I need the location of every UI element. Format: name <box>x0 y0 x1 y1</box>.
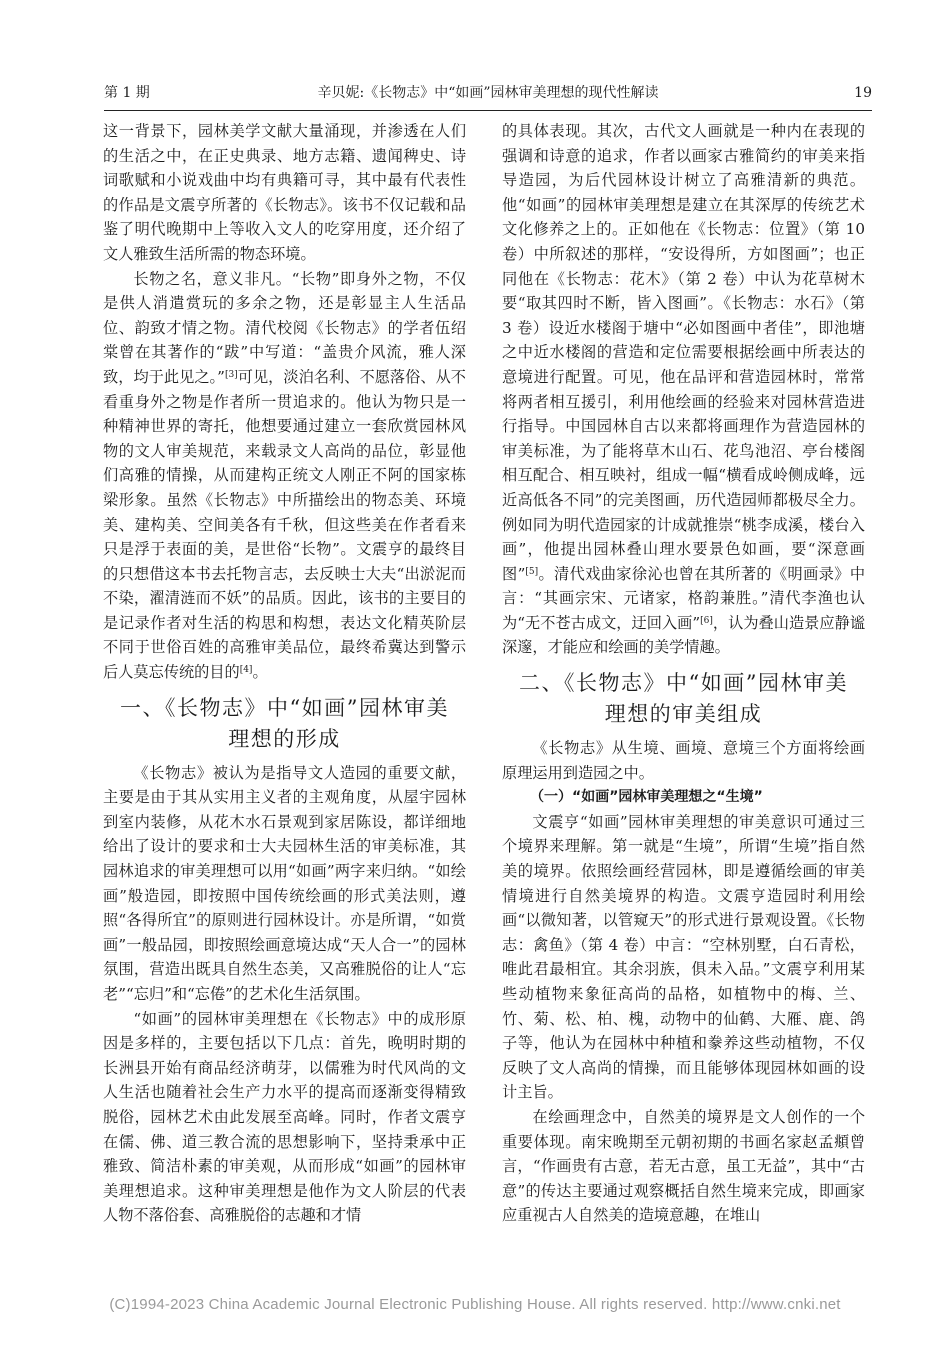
page-header <box>104 80 872 106</box>
issue-number: 第 1 期 <box>104 85 150 101</box>
section-heading-1 <box>103 693 466 755</box>
paragraph <box>502 119 865 660</box>
paragraph: 在绘画理念中，自然美的境界是文人创作的一个重要体现。南宋晚期至元朝初期的书画名家赵孟頫曾言，“作画贵有古意，若无古意，虽工无益”，其中“古意”的传达主要通过观察概括自然生境来完成，即画家应重视古人自然美的造境意趣，在堆山 <box>502 1107 865 1225</box>
section-heading-2 <box>502 668 865 730</box>
paragraph-text: 。清代戏曲家徐沁也曾在其所著的《明画录》中言：“其画宗宋、元诸家，格韵兼胜。”清代李渔也认为“无不苍古成文，迂回入画” <box>502 564 866 632</box>
citation-ref: [3] <box>224 369 238 380</box>
paragraph-text: 。 <box>252 663 268 682</box>
paragraph: 文震亨“如画”园林审美理想的审美意识可通过三个境界来理解。第一就是“生境”，所谓“生境”指自然美的境界。依照绘画经营园林，即是遵循绘画的审美情境进行自然美境界的构造。文震亨造园时利用绘画“以微知著，以管窥天”的形式进行景观设置。《长物志：禽鱼》（第 4 卷）中言：“空林别墅，白石青松，唯此君最相宜。其余羽族，俱未入品。”文震亨利用某些动植物来象征高尚的品格，如植物中的梅、兰、竹、菊、松、柏、槐，动物中的仙鹤、大雁、鹿、鸽子等，他认为在园林中种植和豢养这些动植物，不仅反映了文人高尚的情操，而且能够体现园林如画的设计主旨。 <box>502 812 865 1102</box>
paragraph-text: 可见，淡泊名利、不愿落俗、从不看重身外之物是作者所一贯追求的。他认为物只是一种精神世界的寄托，他想要通过建立一套欣赏园林风物的文人审美规范，来载录文人高尚的品位，彰显他们高雅的情操，从而建构正统文人刚正不阿的国家栋梁形象。虽然《长物志》中所描绘出的物态美、环境美、建构美、空间美各有千秋，但这些美在作者看来只是浮于表面的美，是世俗“长物”。文震亨的最终目的只想借这本书去托物言志，去反映士大夫“出淤泥而不染，濯清涟而不妖”的品质。因此，该书的主要目的是记录作者对生活的构思和构想，表达文化精英阶层不同于世俗百姓的高雅审美品位，最终希冀达到警示后人莫忘传统的目的 <box>103 367 466 682</box>
section-heading-line: 理想的形成 <box>228 726 341 751</box>
subsection-heading: （一）“如画”园林审美理想之“生境” <box>530 789 763 806</box>
citation-ref: [6] <box>700 615 713 626</box>
paragraph-text: 的具体表现。其次，古代文人画就是一种内在表现的强调和诗意的追求，作者以画家古雅简约的审美来指导造园，为后代园林设计树立了高雅清新的典范。他“如画”的园林审美理想是建立在其深厚的传统艺术文化修养之上的。正如他在《长物志：位置》（第 10 卷）中所叙述的那样，“安设得所，方如图画”；也正同他在《长物志：花木》（第 2 卷）中认为花草树木要“取其四时不断，皆入图画”。《长物志：水石》（第 3 卷）设近水楼阁于塘中“必如图画中者佳”，即池塘之中近水楼阁的营造和定位需要根据绘画中所表达的意境进行配置。可见，他在品评和营造园林时，常常将两者相互援引，利用他绘画的经验来对园林营造进行指导。中国园林自古以来都将画理作为营造园林的审美标准，为了能将草木山石、花鸟池沼、亭台楼阁相互配合、相互映衬，组成一幅“横看成岭侧成峰，远近高低各不同”的完美图画，历代造园师都极尽全力。例如同为明代造园家的计成就推崇“桃李成溪，楼台入画”，他提出园林叠山理水要景色如画，要“深意画图” <box>502 122 865 583</box>
paragraph: 这一背景下，园林美学文献大量涌现，并渗透在人们的生活之中，在正史典录、地方志籍、遗闻稗史、诗词歌赋和小说戏曲中均有典籍可寻，其中最有代表性的作品是文震亨所著的《长物志》。该书不仅记载和品鉴了明代晚期中上等收入文人的吃穿用度，还介绍了文人雅致生活所需的物态环境。 <box>103 122 466 263</box>
paragraph-text: ，认为叠山造景应静谧深邃，才能应和绘画的美学情趣。 <box>502 613 866 657</box>
paragraph: 《长物志》被认为是指导文人造园的重要文献，主要是由于其从实用主义者的主观角度，从屋宇园林到室内装修，从花木水石景观到家居陈设，都详细地给出了设计的要求和士大夫园林生活的审美标准，其园林追求的审美理想可以用“如画”两字来归纳。“如绘画”般造园，即按照中国传统绘画的形式美法则，遵照“各得所宜”的原则进行园林设计。亦是所谓，“如赏画”一般品园，即按照绘画意境达成“天人合一”的园林氛围，营造出既具自然生态美，又高雅脱俗的让人“忘老”“忘归”和“忘倦”的艺术化生活氛围。 <box>103 763 466 1003</box>
paragraph: “如画”的园林审美理想在《长物志》中的成形原因是多样的，主要包括以下几点：首先，晚明时期的长洲县开始有商品经济萌芽，以儒雅为时代风尚的文人生活也随着社会生产力水平的提高而逐渐变得精致脱俗，园林艺术由此发展至高峰。同时，作者文震亨在儒、佛、道三教合流的思想影响下，坚持秉承中正雅致、简洁朴素的审美观，从而形成“如画”的园林审美理想追求。这种审美理想是他作为文人阶层的代表人物不落俗套、高雅脱俗的志趣和才情 <box>103 1009 466 1225</box>
paragraph <box>103 267 466 685</box>
left-column <box>103 119 466 1228</box>
section-heading-line: 一、《长物志》中“如画”园林审美 <box>120 695 449 720</box>
running-title: 辛贝妮:《长物志》中“如画”园林审美理想的现代性解读 <box>317 85 659 101</box>
page-number: 19 <box>854 85 872 101</box>
header-divider <box>104 110 872 111</box>
section-heading-line: 理想的审美组成 <box>604 702 763 727</box>
citation-ref: [5] <box>525 566 539 577</box>
copyright-footer: (C)1994-2023 China Academic Journal Electronic Publishing House. All rights reserved. http://www.cnki.net <box>109 1296 841 1313</box>
paragraph-text: 长物之名，意义非凡。“长物”即身外之物，不仅是供人消遣赏玩的多余之物，还是彰显主人生活品位、韵致才情之物。清代校阅《长物志》的学者伍绍棠曾在其著作的“跋”中写道：“盖贵介风流，雅人深致，均于此见之。” <box>103 269 466 386</box>
section-heading-line: 二、《长物志》中“如画”园林审美 <box>519 671 848 696</box>
citation-ref: [4] <box>239 665 253 676</box>
right-column <box>502 119 865 1228</box>
paragraph: 《长物志》从生境、画境、意境三个方面将绘画原理运用到造园之中。 <box>502 739 865 782</box>
